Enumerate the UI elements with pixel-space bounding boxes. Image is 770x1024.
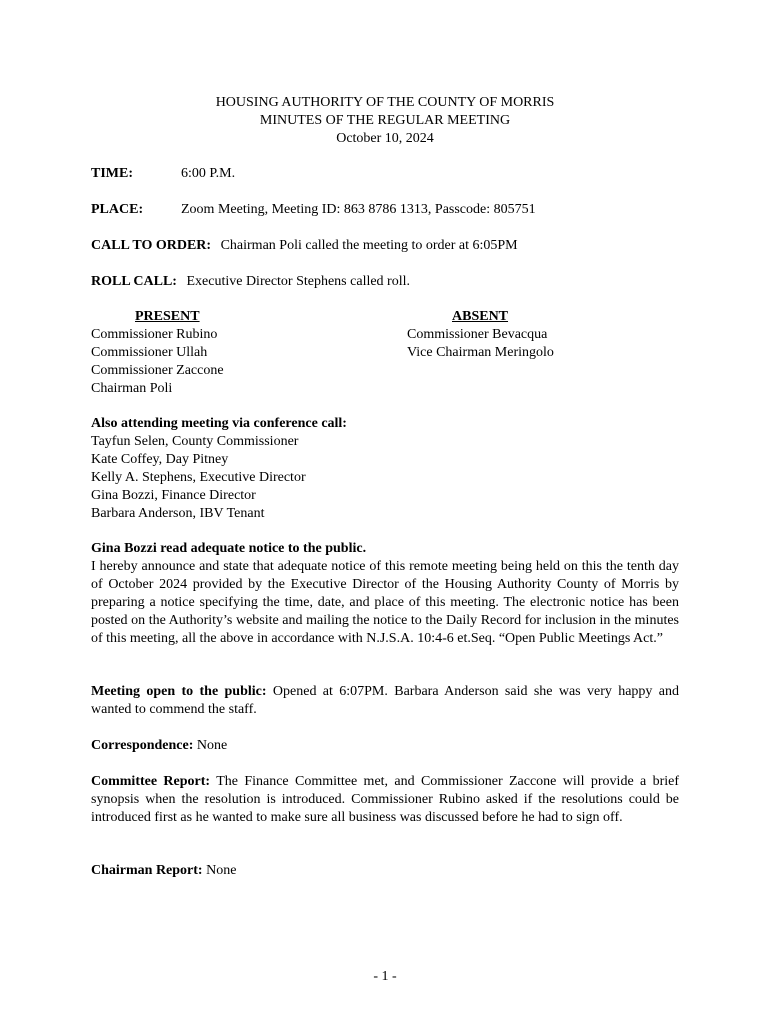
chairman-section bbox=[91, 862, 679, 880]
page-number: - 1 - bbox=[373, 969, 397, 984]
header-date: October 10, 2024 bbox=[336, 131, 434, 146]
roll-call-value: Executive Director Stephens called roll. bbox=[186, 274, 410, 289]
correspondence-section bbox=[91, 737, 679, 755]
public-section bbox=[91, 683, 679, 719]
place-value: Zoom Meeting, Meeting ID: 863 8786 1313, Passcode: 805751 bbox=[181, 202, 536, 217]
committee-label: Committee Report: bbox=[91, 774, 211, 789]
chairman-value: None bbox=[202, 863, 237, 878]
correspondence-label: Correspondence: bbox=[91, 738, 194, 753]
time-label: TIME: bbox=[91, 166, 133, 181]
correspondence-value: None bbox=[193, 738, 228, 753]
header-minutes: MINUTES OF THE REGULAR MEETING bbox=[259, 113, 511, 128]
notice-text: I hereby announce and state that adequate notice of this remote meeting being held on this the tenth day of October 2024 provided by the Executive Director of the Housing Authority County of Morris by preparing a notice specifying the time, date, and place of this meeting. The electronic notice has been posted on the Authority’s website and mailing the notice to the Daily Record for inclusion in the minutes of this meeting, all the above in accordance with N.J.S.A. 10:4-6 et.Seq. “Open Public Meetings Act.” bbox=[91, 559, 679, 646]
call-to-order-label: CALL TO ORDER: bbox=[91, 238, 212, 253]
attendee-name: Tayfun Selen, County Commissioner bbox=[91, 434, 299, 449]
committee-text: The Finance Committee met, and Commissioner Zaccone will provide a brief synopsis when the resolution is introduced. Commissioner Rubino asked if the resolutions could be introduced first as he wanted to make sure all business was discussed before he had to sign off. bbox=[91, 774, 680, 825]
public-label: Meeting open to the public: bbox=[91, 684, 267, 699]
absent-name: Commissioner Bevacqua bbox=[407, 327, 548, 342]
present-heading: PRESENT bbox=[135, 309, 200, 324]
time-value: 6:00 P.M. bbox=[181, 166, 236, 181]
chairman-label: Chairman Report: bbox=[91, 863, 203, 878]
attendee-name: Kelly A. Stephens, Executive Director bbox=[91, 470, 306, 485]
absent-heading: ABSENT bbox=[452, 309, 509, 324]
attendee-name: Gina Bozzi, Finance Director bbox=[91, 488, 256, 503]
notice-heading: Gina Bozzi read adequate notice to the public. bbox=[91, 541, 367, 556]
also-attending-heading: Also attending meeting via conference call: bbox=[91, 416, 347, 431]
call-to-order-value: Chairman Poli called the meeting to order at 6:05PM bbox=[220, 238, 518, 253]
present-name: Commissioner Zaccone bbox=[91, 363, 224, 378]
present-name: Commissioner Ullah bbox=[91, 345, 208, 360]
call-to-order bbox=[91, 237, 679, 255]
roll-call-label: ROLL CALL: bbox=[91, 274, 177, 289]
roll-call bbox=[91, 273, 679, 291]
place-label: PLACE: bbox=[91, 202, 144, 217]
present-name: Commissioner Rubino bbox=[91, 327, 218, 342]
attendee-name: Kate Coffey, Day Pitney bbox=[91, 452, 229, 467]
public-text: Opened at 6:07PM. Barbara Anderson said she was very happy and wanted to commend the staff. bbox=[91, 684, 679, 717]
committee-section bbox=[91, 773, 679, 827]
attendee-name: Barbara Anderson, IBV Tenant bbox=[91, 506, 265, 521]
absent-name: Vice Chairman Meringolo bbox=[407, 345, 554, 360]
present-name: Chairman Poli bbox=[91, 381, 173, 396]
header-authority: HOUSING AUTHORITY OF THE COUNTY OF MORRIS bbox=[215, 95, 555, 110]
